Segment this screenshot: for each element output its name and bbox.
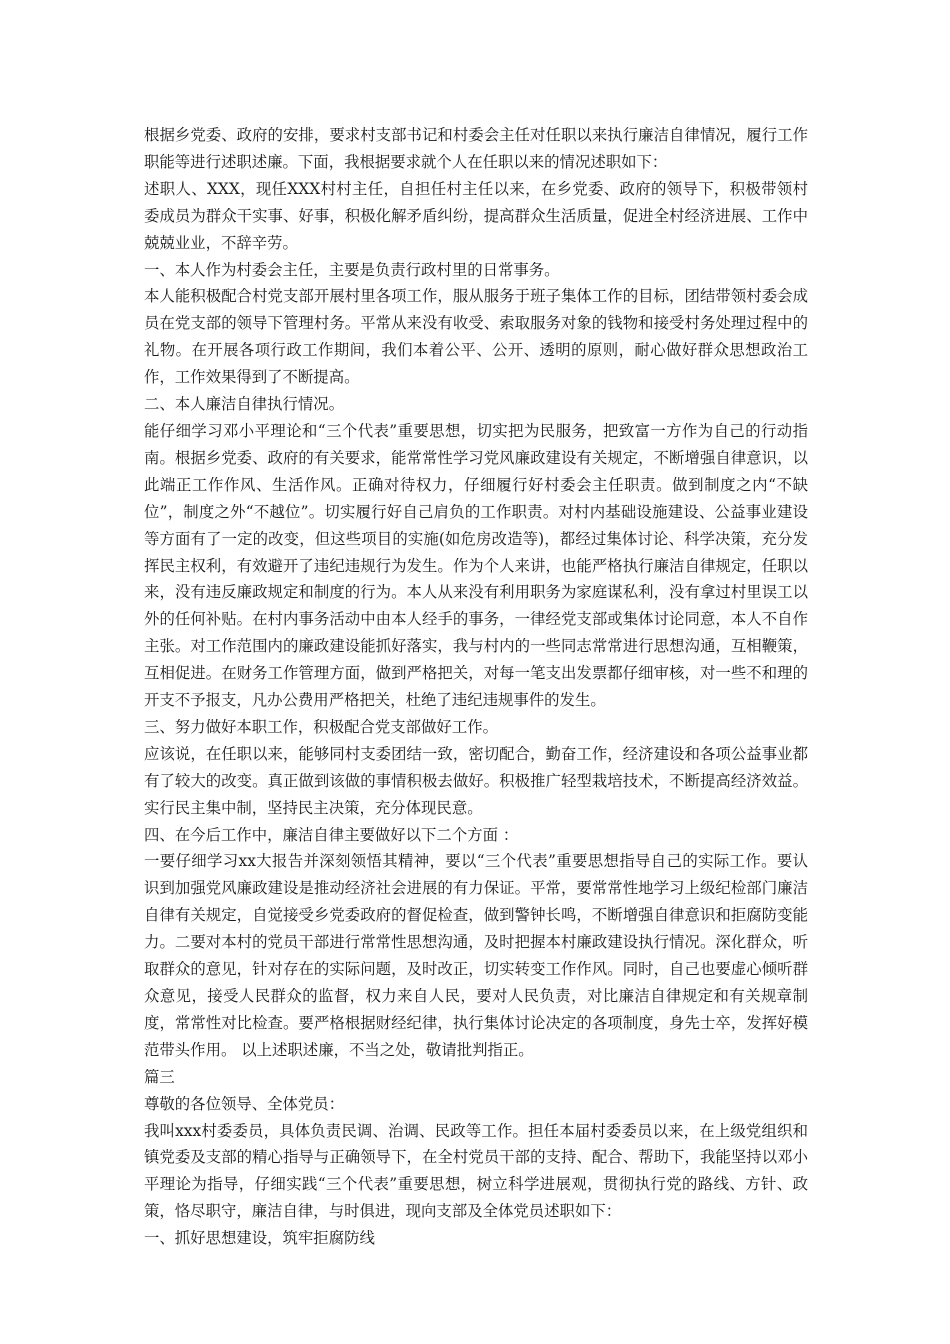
heading-section-2: 二、本人廉洁自律执行情况。 bbox=[144, 395, 345, 414]
paragraph-section-3: 应该说，在任职以来，能够同村支委团结一致，密切配合，勤奋工作，经济建设和各项公益事业都有了较大的改变。真正做到该做的事情积极去做好。积极推广轻型栽培技术，不断提高经济效益。实行民主集中制，坚持民主决策，充分体现民意。 bbox=[144, 744, 808, 817]
paragraph-section-4: 一要仔细学习xx大报告并深刻领悟其精神，要以“三个代表”重要思想指导自己的实际工作。要认识到加强党风廉政建设是推动经济社会进展的有力保证。平常，要常常性地学习上级纪检部门廉洁自律有关规定，自觉接受乡党委政府的督促检查，做到警钟长鸣，不断增强自律意识和拒腐防变能力。二要对本村的党员干部进行常常性思想沟通，及时把握本村廉政建设执行情况。深化群众，听取群众的意见，针对存在的实际问题，及时改正，切实转变工作作风。同时，自己也要虚心倾听群众意见，接受人民群众的监督，权力来自人民，要对人民负责，对比廉洁自律规定和有关规章制度，常常性对比检查。要严格根据财经纪律，执行集体讨论决定的各项制度，身先士卒，发挥好模范带头作用。 以上述职述廉，不当之处，敬请批判指正。 bbox=[144, 852, 808, 1059]
heading-section-3: 三、努力做好本职工作，积极配合党支部做好工作。 bbox=[144, 717, 498, 736]
paragraph-reporter: 述职人、XXX，现任XXX村村主任，自担任村主任以来，在乡党委、政府的领导下，积极带领村委成员为群众干实事、好事，积极化解矛盾纠纷，提高群众生活质量，促进全村经济进展、工作中兢兢业业，不辞辛劳。 bbox=[144, 179, 808, 252]
heading-part-three-section-1: 一、抓好思想建设，筑牢拒腐防线 bbox=[144, 1229, 375, 1248]
paragraph-intro: 根据乡党委、政府的安排，要求村支部书记和村委会主任对任职以来执行廉洁自律情况，履行工作职能等进行述职述廉。下面，我根据要求就个人在任职以来的情况述职如下： bbox=[144, 126, 808, 171]
paragraph-section-1: 本人能积极配合村党支部开展村里各项工作，服从服务于班子集体工作的目标，团结带领村委会成员在党支部的领导下管理村务。平常从来没有收受、索取服务对象的钱物和接受村务处理过程中的礼物。在开展各项行政工作期间，我们本着公平、公开、透明的原则，耐心做好群众思想政治工作，工作效果得到了不断提高。 bbox=[144, 287, 808, 387]
heading-section-4: 四、在今后工作中，廉洁自律主要做好以下二个方面 ： bbox=[144, 825, 519, 844]
document-body bbox=[144, 122, 808, 1252]
salutation: 尊敬的各位领导、全体党员： bbox=[144, 1094, 345, 1113]
heading-part-three: 篇三 bbox=[144, 1067, 175, 1086]
heading-section-1: 一、本人作为村委会主任，主要是负责行政村里的日常事务。 bbox=[144, 260, 560, 279]
paragraph-section-2: 能仔细学习邓小平理论和“三个代表”重要思想，切实把为民服务，把致富一方作为自己的行动指南。根据乡党委、政府的有关要求，能常常性学习党风廉政建设有关规定，不断增强自律意识，以此端正工作作风、生活作风。正确对待权力，仔细履行好村委会主任职责。做到制度之内“不缺位”，制度之外“不越位”。切实履行好自己肩负的工作职责。对村内基础设施建设、公益事业建设等方面有了一定的改变，但这些项目的实施(如危房改造等)，都经过集体讨论、科学决策，充分发挥民主权利，有效避开了违纪违规行为发生。作为个人来讲，也能严格执行廉洁自律规定，任职以来，没有违反廉政规定和制度的行为。本人从来没有利用职务为家庭谋私利，没有拿过村里误工以外的任何补贴。在村内事务活动中由本人经手的事务，一律经党支部或集体讨论同意，本人不自作主张。对工作范围内的廉政建设能抓好落实，我与村内的一些同志常常进行思想沟通，互相鞭策，互相促进。在财务工作管理方面，做到严格把关，对每一笔支出发票都仔细审核，对一些不和理的开支不予报支，凡办公费用严格把关，杜绝了违纪违规事件的发生。 bbox=[144, 421, 808, 710]
paragraph-part-three-intro: 我叫xxx村委委员，具体负责民调、治调、民政等工作。担任本届村委委员以来，在上级党组织和镇党委及支部的精心指导与正确领导下，在全村党员干部的支持、配合、帮助下，我能坚持以邓小平理论为指导，仔细实践“三个代表”重要思想，树立科学进展观，贯彻执行党的路线、方针、政策，恪尽职守，廉洁自律，与时俱进，现向支部及全体党员述职如下： bbox=[144, 1121, 808, 1221]
